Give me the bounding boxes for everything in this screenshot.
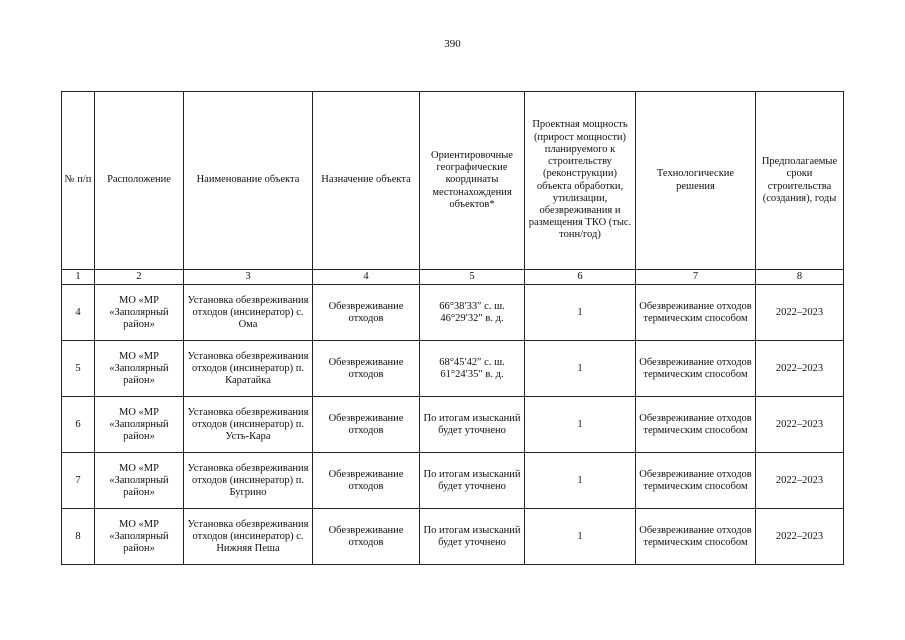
waste-facilities-table bbox=[61, 91, 844, 565]
header-num: № п/п bbox=[62, 92, 95, 270]
cell-num: 6 bbox=[62, 397, 95, 453]
cell-capacity: 1 bbox=[525, 509, 636, 565]
header-capacity: Проектная мощность (прирост мощности) планируемого к строительству (реконструкции) объекта обработки, утилизации, обезвреживания и размещения ТКО (тыс. тонн/год) bbox=[525, 92, 636, 270]
cell-capacity: 1 bbox=[525, 285, 636, 341]
cell-object-name: Установка обезвреживания отходов (инсинератор) п. Усть-Кара bbox=[184, 397, 313, 453]
cell-location: МО «МР «Заполярный район» bbox=[95, 509, 184, 565]
cell-purpose: Обезвреживание отходов bbox=[313, 509, 420, 565]
table-row bbox=[62, 397, 844, 453]
cell-construction-period: 2022–2023 bbox=[756, 453, 844, 509]
cell-coordinates: По итогам изысканий будет уточнено bbox=[420, 509, 525, 565]
cell-tech-solutions: Обезвреживание отходов термическим способом bbox=[636, 509, 756, 565]
table-row bbox=[62, 453, 844, 509]
column-number: 4 bbox=[313, 270, 420, 285]
cell-purpose: Обезвреживание отходов bbox=[313, 285, 420, 341]
column-number: 3 bbox=[184, 270, 313, 285]
cell-capacity: 1 bbox=[525, 453, 636, 509]
cell-num: 7 bbox=[62, 453, 95, 509]
header-tech-solutions: Технологические решения bbox=[636, 92, 756, 270]
cell-object-name: Установка обезвреживания отходов (инсинератор) с. Ома bbox=[184, 285, 313, 341]
table-row bbox=[62, 509, 844, 565]
cell-num: 8 bbox=[62, 509, 95, 565]
cell-tech-solutions: Обезвреживание отходов термическим способом bbox=[636, 341, 756, 397]
column-number: 7 bbox=[636, 270, 756, 285]
header-object-name: Наименование объекта bbox=[184, 92, 313, 270]
cell-location: МО «МР «Заполярный район» bbox=[95, 453, 184, 509]
cell-construction-period: 2022–2023 bbox=[756, 341, 844, 397]
cell-capacity: 1 bbox=[525, 397, 636, 453]
cell-num: 5 bbox=[62, 341, 95, 397]
page-number: 390 bbox=[444, 38, 461, 50]
column-number: 2 bbox=[95, 270, 184, 285]
column-number: 1 bbox=[62, 270, 95, 285]
column-number: 8 bbox=[756, 270, 844, 285]
cell-construction-period: 2022–2023 bbox=[756, 397, 844, 453]
column-number: 6 bbox=[525, 270, 636, 285]
cell-location: МО «МР «Заполярный район» bbox=[95, 397, 184, 453]
header-row bbox=[62, 92, 844, 270]
cell-construction-period: 2022–2023 bbox=[756, 285, 844, 341]
cell-tech-solutions: Обезвреживание отходов термическим способом bbox=[636, 397, 756, 453]
cell-object-name: Установка обезвреживания отходов (инсинератор) п. Каратайка bbox=[184, 341, 313, 397]
cell-purpose: Обезвреживание отходов bbox=[313, 453, 420, 509]
cell-purpose: Обезвреживание отходов bbox=[313, 341, 420, 397]
header-location: Расположение bbox=[95, 92, 184, 270]
cell-coordinates: 66°38′33″ с. ш. 46°29′32″ в. д. bbox=[420, 285, 525, 341]
cell-tech-solutions: Обезвреживание отходов термическим способом bbox=[636, 285, 756, 341]
cell-purpose: Обезвреживание отходов bbox=[313, 397, 420, 453]
cell-num: 4 bbox=[62, 285, 95, 341]
header-purpose: Назначение объекта bbox=[313, 92, 420, 270]
cell-coordinates: По итогам изысканий будет уточнено bbox=[420, 397, 525, 453]
cell-coordinates: 68°45′42″ с. ш. 61°24′35″ в. д. bbox=[420, 341, 525, 397]
column-number: 5 bbox=[420, 270, 525, 285]
cell-capacity: 1 bbox=[525, 341, 636, 397]
cell-location: МО «МР «Заполярный район» bbox=[95, 341, 184, 397]
header-coordinates: Ориентировочные географические координаты местонахождения объектов* bbox=[420, 92, 525, 270]
table-row bbox=[62, 341, 844, 397]
cell-coordinates: По итогам изысканий будет уточнено bbox=[420, 453, 525, 509]
cell-tech-solutions: Обезвреживание отходов термическим способом bbox=[636, 453, 756, 509]
cell-construction-period: 2022–2023 bbox=[756, 509, 844, 565]
cell-location: МО «МР «Заполярный район» bbox=[95, 285, 184, 341]
cell-object-name: Установка обезвреживания отходов (инсинератор) с. Нижняя Пеша bbox=[184, 509, 313, 565]
table-row bbox=[62, 285, 844, 341]
cell-object-name: Установка обезвреживания отходов (инсинератор) п. Бугрино bbox=[184, 453, 313, 509]
column-number-row bbox=[62, 270, 844, 285]
header-construction-period: Предполагаемые сроки строительства (создания), годы bbox=[756, 92, 844, 270]
